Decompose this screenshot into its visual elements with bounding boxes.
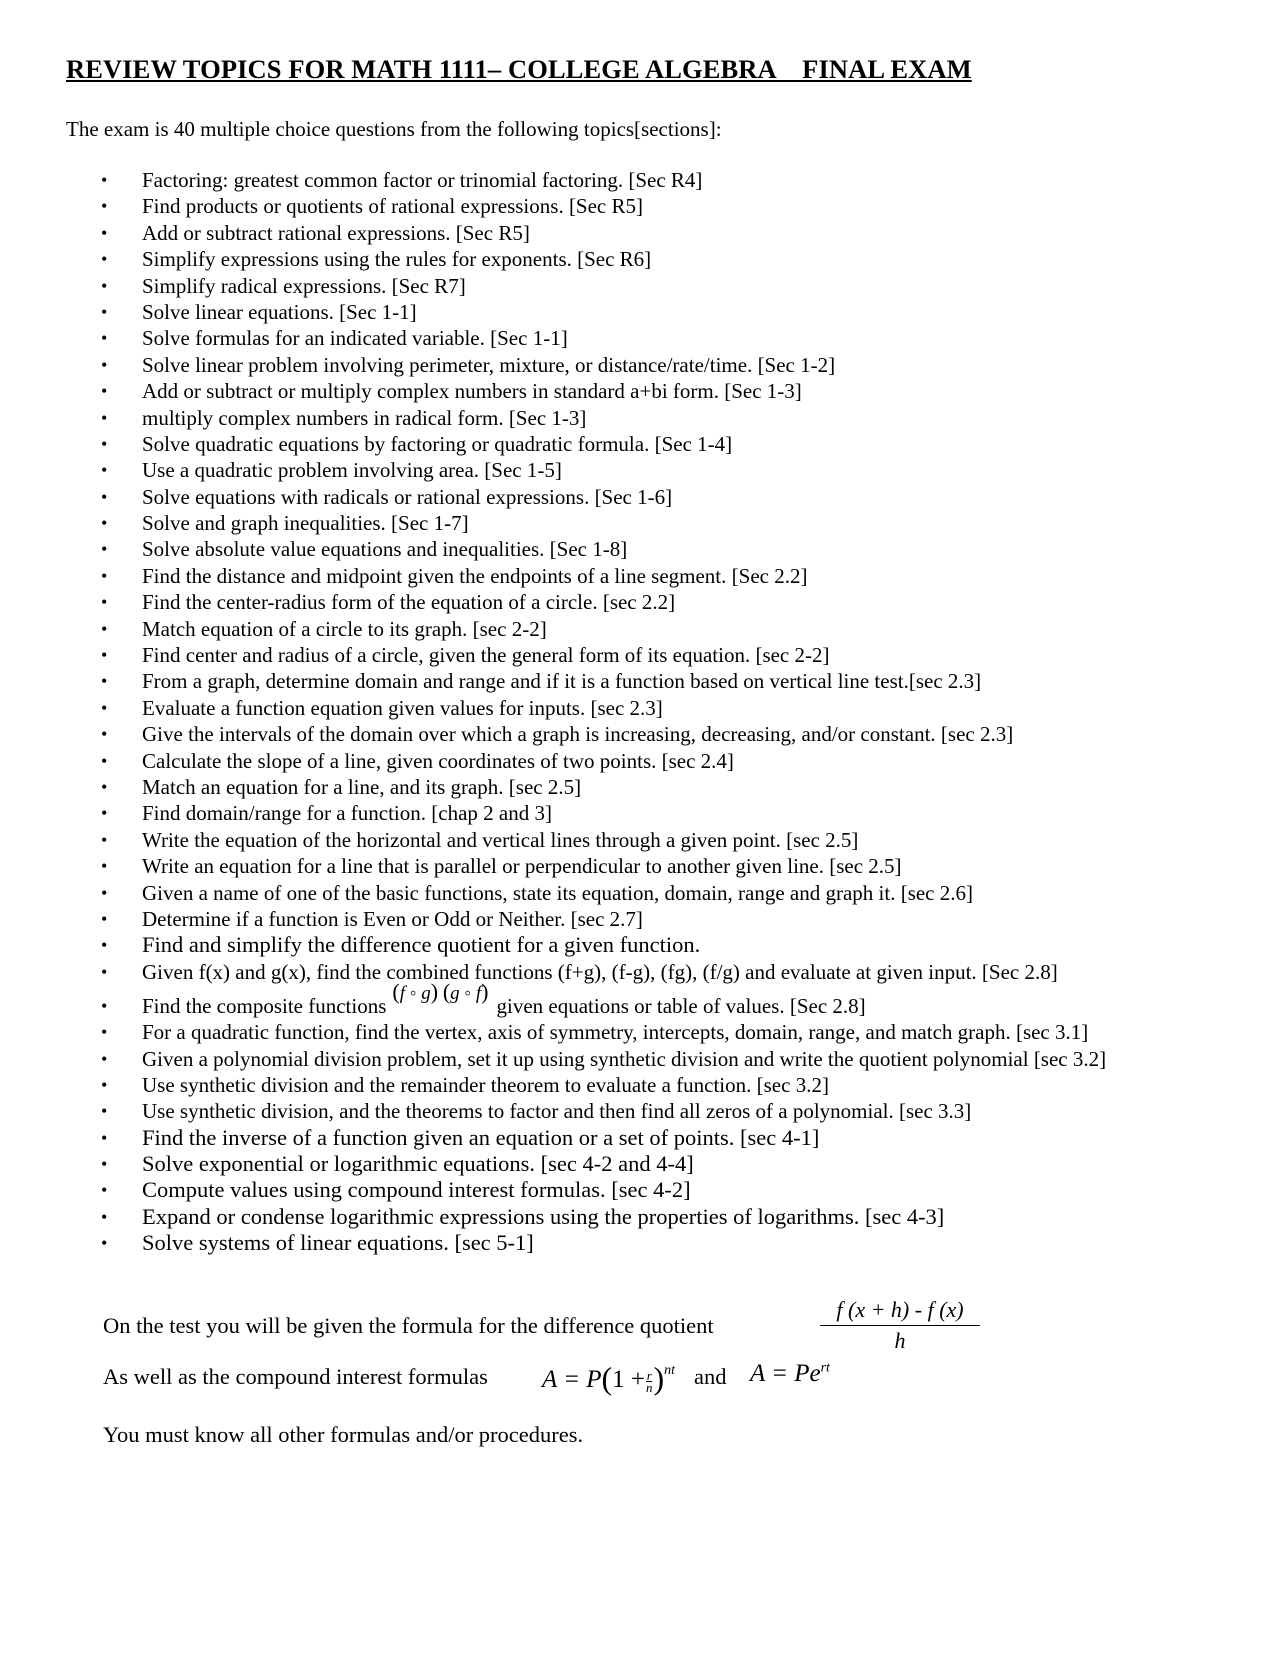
list-item: [0, 510, 1280, 536]
list-item: [0, 932, 1280, 958]
topic-text: multiply complex numbers in radical form. [Sec 1-3]: [142, 405, 587, 430]
bullet-icon: •: [101, 750, 108, 771]
composite-after-text: given equations or table of values. [Sec 2.8]: [496, 994, 866, 1019]
bullet-icon: •: [101, 1022, 108, 1043]
continuous-interest-formula: $A = Pe^{rt}$: [750, 1360, 830, 1387]
list-item: [0, 589, 1280, 615]
bullet-icon: •: [101, 996, 108, 1017]
list-item: [0, 1125, 1280, 1151]
list-item: [0, 616, 1280, 642]
dq-denominator: h: [894, 1328, 906, 1353]
topic-text: Find and simplify the difference quotient for a given function.: [142, 932, 701, 958]
topic-text: Expand or condense logarithmic expressions using the properties of logarithms. [sec 4-3]: [142, 1203, 945, 1229]
topic-text: Calculate the slope of a line, given coordinates of two points. [sec 2.4]: [142, 748, 734, 773]
topic-text: Given a name of one of the basic functions, state its equation, domain, range and graph it. [sec 2.6]: [142, 880, 973, 905]
list-item: [0, 325, 1280, 351]
list-item: [0, 193, 1280, 219]
bullet-icon: •: [101, 829, 108, 850]
topic-text: Solve exponential or logarithmic equations. [sec 4-2 and 4-4]: [142, 1151, 694, 1177]
difference-quotient-text: On the test you will be given the formula for the difference quotient: [103, 1313, 714, 1338]
closing-text: You must know all other formulas and/or procedures.: [103, 1422, 584, 1447]
list-item: [0, 1204, 1280, 1230]
bullet-icon: •: [101, 1233, 108, 1254]
list-item: [0, 405, 1280, 431]
bullet-icon: •: [101, 275, 108, 296]
list-item: [0, 563, 1280, 589]
list-item: [0, 273, 1280, 299]
list-item: [0, 906, 1280, 932]
list-item: [0, 721, 1280, 747]
difference-quotient-formula: [820, 1297, 980, 1354]
topic-text: Find domain/range for a function. [chap 2 and 3]: [142, 801, 552, 826]
list-item: [0, 536, 1280, 562]
topic-text: Solve formulas for an indicated variable. [Sec 1-1]: [142, 326, 568, 351]
list-item: [0, 1019, 1280, 1045]
topic-text: Solve quadratic equations by factoring or quadratic formula. [Sec 1-4]: [142, 431, 733, 456]
composite-before-text: Find the composite functions: [142, 994, 387, 1019]
topic-text: For a quadratic function, find the vertex, axis of symmetry, intercepts, domain, range, and match graph. [sec 3.1]: [142, 1020, 1089, 1045]
bullet-icon: •: [101, 1101, 108, 1122]
list-item: [0, 959, 1280, 985]
topic-text: Solve and graph inequalities. [Sec 1-7]: [142, 511, 469, 536]
topic-text: Find the center-radius form of the equation of a circle. [sec 2.2]: [142, 590, 676, 615]
topic-list: [0, 167, 1280, 1257]
bullet-icon: •: [101, 1048, 108, 1069]
r-over-n: $\frac{r}{n}$: [645, 1367, 653, 1395]
bullet-icon: •: [101, 618, 108, 639]
list-item: [0, 246, 1280, 272]
bullet-icon: •: [101, 249, 108, 270]
topic-text: Match equation of a circle to its graph. [sec 2-2]: [142, 616, 547, 641]
compound-interest-formula: A = P(1 + $\frac{r}{n}$ )$^{nt}$: [542, 1360, 676, 1396]
dq-numerator: f (x + h) - f (x): [820, 1297, 980, 1326]
bullet-icon: •: [101, 856, 108, 877]
list-item: [0, 457, 1280, 483]
topic-text: Add or subtract or multiply complex numbers in standard a+bi form. [Sec 1-3]: [142, 379, 802, 404]
composite-math-fog: (f ◦ g) (g ◦ f): [392, 979, 489, 1005]
bullet-icon: •: [101, 592, 108, 613]
topic-text: Given f(x) and g(x), find the combined functions (f+g), (f-g), (fg), (f/g) and evaluate at given input. [Sec 2.8]: [142, 959, 1058, 984]
bullet-icon: •: [101, 776, 108, 797]
topic-text: Evaluate a function equation given values for inputs. [sec 2.3]: [142, 695, 663, 720]
list-item: [0, 1098, 1280, 1124]
topic-text: Determine if a function is Even or Odd or Neither. [sec 2.7]: [142, 906, 643, 931]
bullet-icon: •: [101, 170, 108, 190]
list-item: [0, 299, 1280, 325]
topic-text: Factoring: greatest common factor or trinomial factoring. [Sec R4]: [142, 168, 703, 192]
list-item: [0, 431, 1280, 457]
list-item: [0, 642, 1280, 668]
bullet-icon: •: [101, 381, 108, 402]
bullet-icon: •: [101, 1154, 108, 1175]
topic-text: Given a polynomial division problem, set it up using synthetic division and write the quotient polynomial [sec 3.2]: [142, 1046, 1107, 1071]
list-item: [0, 1151, 1280, 1177]
list-item: [0, 695, 1280, 721]
topic-text: Solve linear problem involving perimeter, mixture, or distance/rate/time. [Sec 1-2]: [142, 352, 836, 377]
topic-text: Solve absolute value equations and inequalities. [Sec 1-8]: [142, 537, 628, 562]
topic-text: Compute values using compound interest formulas. [sec 4-2]: [142, 1177, 691, 1203]
bullet-icon: •: [101, 565, 108, 586]
bullet-icon: •: [101, 354, 108, 375]
bullet-icon: •: [101, 724, 108, 745]
topic-text: Add or subtract rational expressions. [Sec R5]: [142, 220, 530, 245]
topic-text: Use synthetic division and the remainder theorem to evaluate a function. [sec 3.2]: [142, 1072, 829, 1097]
bullet-icon: •: [101, 645, 108, 666]
topic-text: Write the equation of the horizontal and vertical lines through a given point. [sec 2.5]: [142, 827, 859, 852]
bullet-icon: •: [101, 882, 108, 903]
list-item: [0, 378, 1280, 404]
bullet-icon: •: [101, 301, 108, 322]
topic-text: Simplify radical expressions. [Sec R7]: [142, 273, 466, 298]
bullet-icon: •: [101, 697, 108, 718]
list-item: [0, 1072, 1280, 1098]
list-item: [0, 880, 1280, 906]
topic-text: Write an equation for a line that is parallel or perpendicular to another given line. [sec 2.5]: [142, 854, 902, 879]
bullet-icon: •: [101, 539, 108, 560]
bullet-icon: •: [101, 328, 108, 349]
bullet-icon: •: [101, 513, 108, 534]
topic-text: Solve equations with radicals or rational expressions. [Sec 1-6]: [142, 484, 673, 509]
list-item: [0, 668, 1280, 694]
bullet-icon: •: [101, 1206, 108, 1227]
bullet-icon: •: [101, 486, 108, 507]
list-item: [0, 220, 1280, 246]
bullet-icon: •: [101, 1180, 108, 1201]
bullet-icon: •: [101, 460, 108, 481]
bullet-icon: •: [101, 803, 108, 824]
topic-text: Solve linear equations. [Sec 1-1]: [142, 299, 417, 324]
topic-text: Find the distance and midpoint given the endpoints of a line segment. [Sec 2.2]: [142, 563, 808, 588]
bullet-icon: •: [101, 222, 108, 243]
bullet-icon: •: [101, 407, 108, 428]
topic-text: Solve systems of linear equations. [sec 5-1]: [142, 1230, 534, 1256]
bullet-icon: •: [101, 671, 108, 692]
topic-text: Give the intervals of the domain over which a graph is increasing, decreasing, and/or constant. [sec 2.3]: [142, 722, 1014, 747]
topic-text: Use a quadratic problem involving area. [Sec 1-5]: [142, 458, 562, 483]
list-item: [0, 979, 1280, 1019]
list-item: [0, 484, 1280, 510]
bullet-icon: •: [101, 433, 108, 454]
list-item: [0, 167, 1280, 193]
and-word: and: [694, 1364, 727, 1389]
topic-text: From a graph, determine domain and range and if it is a function based on vertical line test.[sec 2.3]: [142, 669, 982, 694]
bullet-icon: •: [101, 196, 108, 217]
topic-text: Simplify expressions using the rules for exponents. [Sec R6]: [142, 247, 652, 272]
topic-text: Find center and radius of a circle, given the general form of its equation. [sec 2-2]: [142, 643, 830, 668]
page-title: REVIEW TOPICS FOR MATH 1111– COLLEGE ALGEBRA FINAL EXAM: [66, 54, 972, 84]
bullet-icon: •: [101, 935, 108, 956]
list-item: [0, 1177, 1280, 1203]
list-item: [0, 748, 1280, 774]
list-item: [0, 827, 1280, 853]
bullet-icon: •: [101, 1074, 108, 1095]
compound-interest-text: As well as the compound interest formulas: [103, 1364, 488, 1389]
bullet-icon: •: [101, 961, 108, 982]
intro-text: The exam is 40 multiple choice questions from the following topics[sections]:: [66, 117, 722, 141]
list-item: [0, 853, 1280, 879]
list-item: [0, 800, 1280, 826]
list-item: [0, 352, 1280, 378]
list-item: [0, 774, 1280, 800]
topic-text: Find the inverse of a function given an equation or a set of points. [sec 4-1]: [142, 1124, 820, 1150]
bullet-icon: •: [101, 908, 108, 929]
bullet-icon: •: [101, 1127, 108, 1148]
topic-text: Match an equation for a line, and its graph. [sec 2.5]: [142, 774, 582, 799]
list-item: [0, 1046, 1280, 1072]
topic-text: Find products or quotients of rational expressions. [Sec R5]: [142, 194, 644, 219]
topic-text: Use synthetic division, and the theorems to factor and then find all zeros of a polynomial. [sec 3.3]: [142, 1099, 972, 1124]
list-item: [0, 1230, 1280, 1256]
